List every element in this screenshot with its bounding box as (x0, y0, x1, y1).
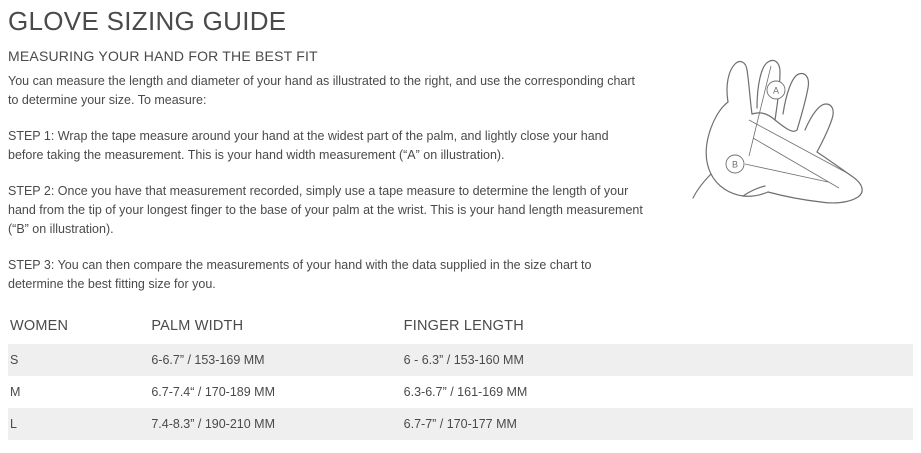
step-3-paragraph: STEP 3: You can then compare the measurements of your hand with the data supplied in the size chart to determine the best fitting size for you. (8, 258, 592, 291)
column-header-finger-length: FINGER LENGTH (402, 314, 913, 344)
marker-b (726, 155, 744, 173)
cell-size: M (8, 376, 149, 408)
marker-a-label: A (772, 85, 780, 96)
cell-palm-width: 7.4-8.3” / 190-210 MM (149, 408, 401, 440)
section-subtitle: MEASURING YOUR HAND FOR THE BEST FIT (8, 48, 318, 64)
table-row (8, 376, 913, 408)
column-header-palm-width: PALM WIDTH (149, 314, 401, 344)
column-header-women: WOMEN (8, 314, 149, 344)
cell-finger-length: 6.7-7” / 170-177 MM (402, 408, 913, 440)
table-header-row (8, 314, 913, 344)
marker-a (767, 81, 785, 99)
cell-size: S (8, 344, 149, 376)
marker-b-label: B (731, 159, 739, 170)
size-chart-table (8, 314, 913, 440)
cell-finger-length: 6.3-6.7” / 161-169 MM (402, 376, 913, 408)
hand-illustration (653, 42, 913, 232)
intro-paragraph: You can measure the length and diameter of your hand as illustrated to the right, and use the corresponding chart to determine your size. To measure: (8, 74, 636, 107)
cell-palm-width: 6.7-7.4“ / 170-189 MM (149, 376, 401, 408)
table-row (8, 344, 913, 376)
intro-text-column (8, 48, 644, 294)
sizing-guide-page (0, 6, 921, 453)
step-2-paragraph: STEP 2: Once you have that measurement recorded, simply use a tape measure to determine the length of your hand from the tip of your longest finger to the base of your palm at the wrist. This is your hand length measurement (“B” on illustration). (8, 184, 643, 236)
hand-outline-icon (653, 42, 913, 232)
cell-finger-length: 6 - 6.3” / 153-160 MM (402, 344, 913, 376)
table-row (8, 408, 913, 440)
cell-size: L (8, 408, 149, 440)
step-1-paragraph: STEP 1: Wrap the tape measure around your hand at the widest part of the palm, and lightly close your hand before taking the measurement. This is your hand width measurement (“A” on illustration). (8, 129, 609, 162)
cell-palm-width: 6-6.7” / 153-169 MM (149, 344, 401, 376)
page-title: GLOVE SIZING GUIDE (8, 6, 287, 36)
